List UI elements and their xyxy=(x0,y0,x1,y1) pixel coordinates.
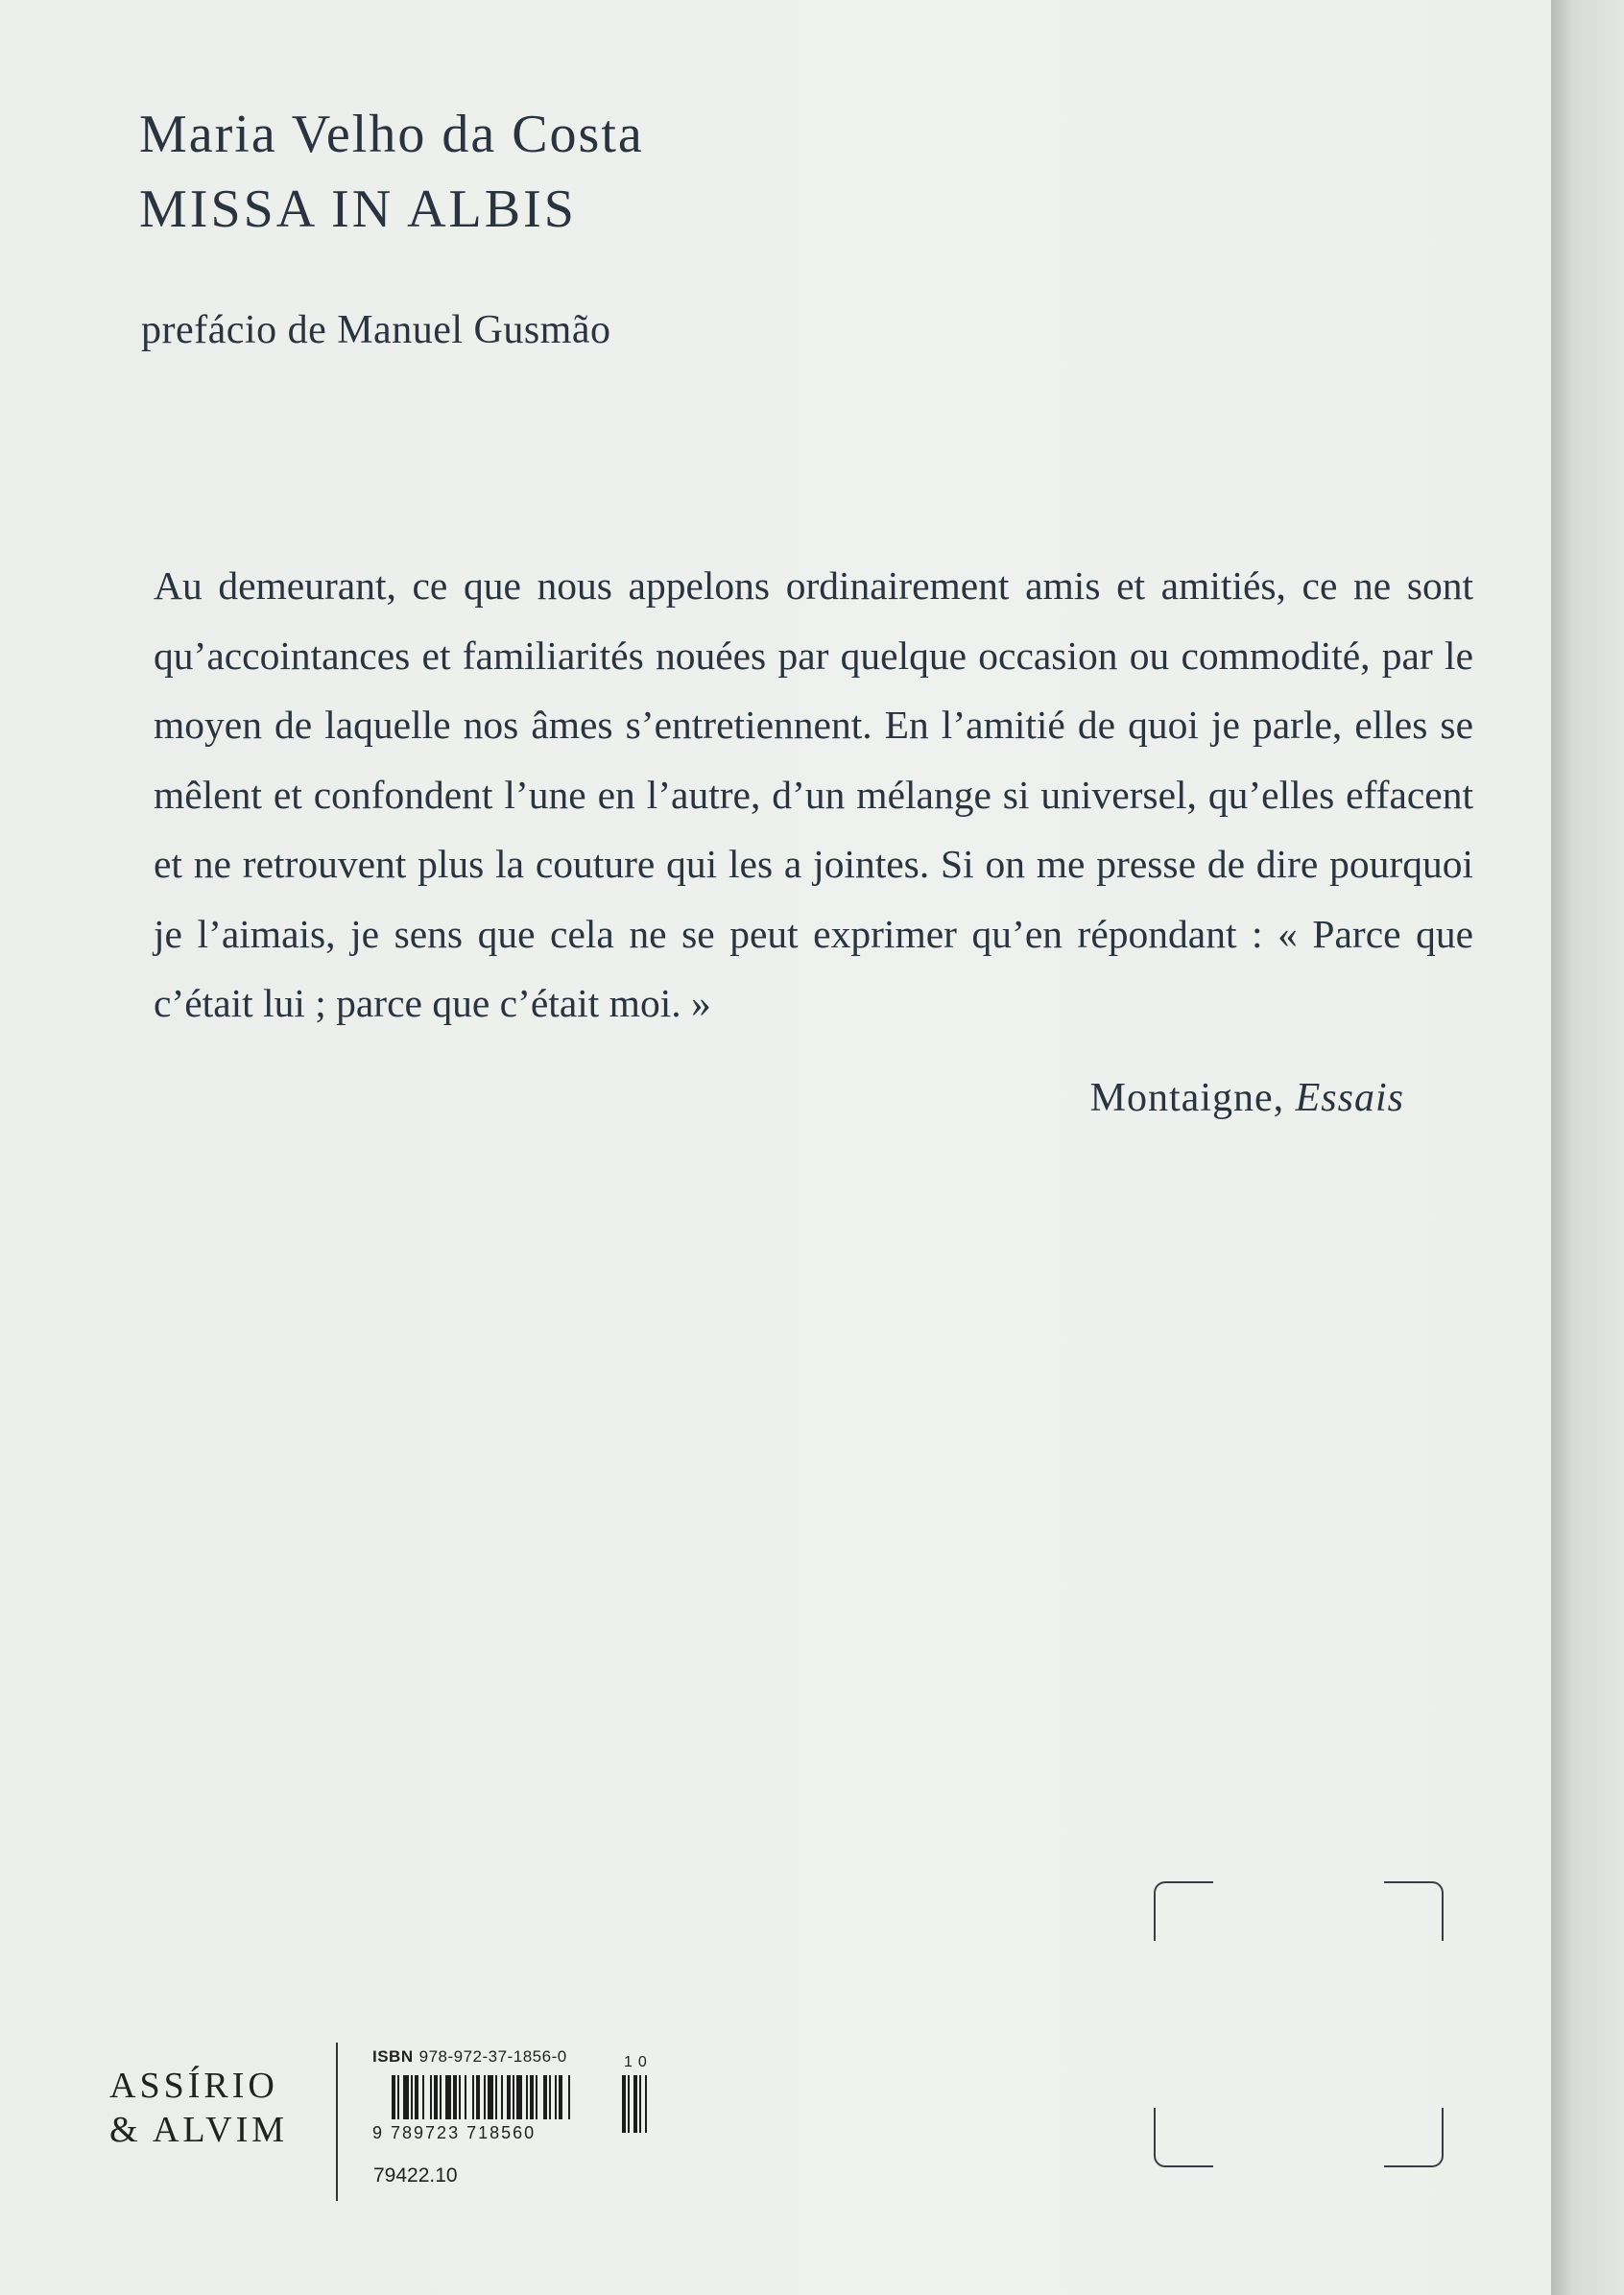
attribution-work: Essais xyxy=(1295,1076,1404,1120)
barcode-bar xyxy=(434,2075,438,2119)
barcode-bar xyxy=(403,2075,409,2119)
publisher-line-1: ASSÍRIO xyxy=(109,2066,278,2106)
barcode-bar xyxy=(411,2075,413,2119)
isbn-label: ISBN xyxy=(372,2047,414,2066)
barcode-addon-bar xyxy=(645,2075,647,2133)
crop-mark-bottom-left xyxy=(1154,2108,1213,2167)
barcode-bar xyxy=(543,2075,547,2119)
barcode-bar xyxy=(568,2075,570,2119)
epigraph-quote: Au demeurant, ce que nous appelons ordinairement amis et amitiés, ce ne sont qu’accointances et familiarités nouées par quelque occasion ou commodité, par le moyen de laquelle nos âmes s’entretiennent. En l’amitié de quoi je parle, elles se mêlent et confondent l’une en l’autre, d’un mélange si universel, qu’elles effacent et ne retrouvent plus la couture qui les a jointes. Si on me presse de dire pourquoi je l’aimais, je sens que cela ne se peut exprimer qu’en répondant : « Parce que c’était lui ; parce que c’était moi. » xyxy=(154,563,1473,1025)
barcode-bar xyxy=(559,2075,562,2119)
preface-credit: prefácio de Manuel Gusmão xyxy=(141,308,611,352)
barcode-bar xyxy=(472,2075,474,2119)
barcode-bar xyxy=(392,2075,395,2119)
barcode-bar xyxy=(526,2075,528,2119)
barcode-bar xyxy=(445,2075,451,2119)
publisher-line-2: & ALVIM xyxy=(109,2110,289,2150)
barcode-bar xyxy=(501,2075,503,2119)
crop-mark-bottom-right xyxy=(1384,2108,1444,2167)
page-edge xyxy=(1551,0,1624,2295)
barcode-bar xyxy=(484,2075,486,2119)
attribution-author: Montaigne, xyxy=(1089,1076,1285,1120)
barcode-addon-bar xyxy=(639,2075,641,2133)
publisher-logo xyxy=(109,2064,288,2152)
barcode-bar xyxy=(422,2075,424,2119)
barcode-addon-bar xyxy=(628,2075,630,2133)
publisher-divider xyxy=(336,2043,338,2201)
barcode-bar xyxy=(430,2075,432,2119)
barcode-bar xyxy=(530,2075,534,2119)
barcode-bar xyxy=(415,2075,418,2119)
author-name: Maria Velho da Costa xyxy=(139,105,644,164)
book-title: MISSA IN ALBIS xyxy=(139,179,577,239)
barcode-addon-bar xyxy=(622,2075,626,2133)
barcode-bar xyxy=(495,2075,497,2119)
isbn-line xyxy=(372,2047,567,2067)
quote-attribution xyxy=(1090,1075,1404,1121)
isbn-number: 978-972-37-1856-0 xyxy=(418,2047,567,2066)
barcode-addon-bar xyxy=(633,2075,637,2133)
barcode-bar xyxy=(397,2075,399,2119)
barcode-addon-digits: 10 xyxy=(624,2054,653,2070)
barcode-bar xyxy=(476,2075,480,2119)
barcode-bar xyxy=(440,2075,442,2119)
barcode-bar xyxy=(465,2075,466,2119)
barcode-bar xyxy=(549,2075,551,2119)
crop-mark-top-right xyxy=(1384,1881,1444,1941)
barcode-bar xyxy=(507,2075,511,2119)
barcode-bar xyxy=(488,2075,493,2119)
product-code: 79422.10 xyxy=(373,2164,458,2187)
barcode-bar xyxy=(453,2075,457,2119)
barcode-bar xyxy=(516,2075,522,2119)
barcode-bar xyxy=(513,2075,514,2119)
barcode-bar xyxy=(536,2075,537,2119)
crop-mark-top-left xyxy=(1154,1881,1213,1941)
barcode-bar xyxy=(459,2075,461,2119)
barcode-digits: 9 789723 718560 xyxy=(372,2123,537,2142)
barcode-bar xyxy=(555,2075,557,2119)
